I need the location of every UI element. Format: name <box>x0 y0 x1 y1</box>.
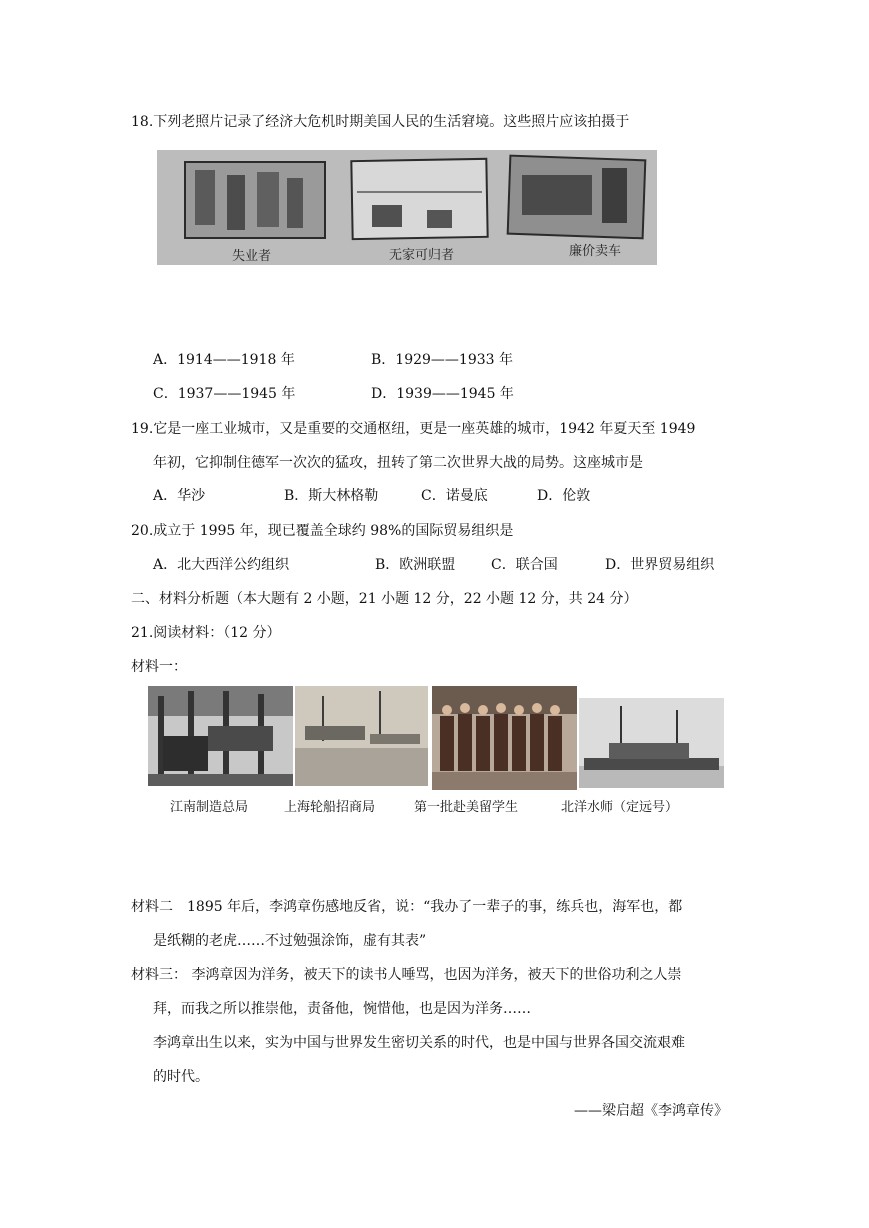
material1-label: 材料一： <box>131 659 187 675</box>
q19-stem-line2: 年初，它抑制住德军一次次的猛攻，扭转了第二次世界大战的局势。这座城市是 <box>153 455 643 471</box>
q18-option-d: D．1939——1945 年 <box>371 386 514 402</box>
q18-option-b: B．1929——1933 年 <box>371 352 513 368</box>
material3-source: ——梁启超《李鸿章传》 <box>574 1103 728 1119</box>
caption-first-students: 第一批赴美留学生 <box>414 800 519 815</box>
q18-option-c: C．1937——1945 年 <box>153 386 296 402</box>
material2-line2: 是纸糊的老虎……不过勉强涂饰，虚有其表” <box>153 933 427 949</box>
q19-option-a: A．华沙 <box>153 488 206 504</box>
photo-shanghai-shipping <box>295 686 428 786</box>
caption-beiyang-fleet: 北洋水师（定远号） <box>561 800 679 815</box>
q18-caption-cheap-car: 廉价卖车 <box>569 244 622 259</box>
section2-heading: 二、材料分析题（本大题有 2 小题，21 小题 12 分，22 小题 12 分，共 24 分） <box>131 591 638 607</box>
q19-option-b: B．斯大林格勒 <box>284 488 379 504</box>
q19-option-c: C．诺曼底 <box>421 488 488 504</box>
q19-stem-line1: 19.它是一座工业城市，又是重要的交通枢纽，更是一座英雄的城市，1942 年夏天至 1949 <box>131 421 696 437</box>
material3-line4: 的时代。 <box>153 1069 209 1085</box>
q20-option-b: B．欧洲联盟 <box>375 557 456 573</box>
material3-line3: 李鸿章出生以来，实为中国与世界发生密切关系的时代，也是中国与世界各国交流艰难 <box>153 1035 685 1051</box>
q21-title: 21.阅读材料：（12 分） <box>131 625 281 641</box>
photo-first-students <box>432 686 577 790</box>
photo-jiangnan-arsenal <box>148 686 293 786</box>
material3-line2: 拜，而我之所以推崇他，责备他，惋惜他，也是因为洋务…… <box>153 1001 531 1017</box>
q18-caption-homeless: 无家可归者 <box>389 248 455 263</box>
material2-line1: 材料二 1895 年后，李鸿章伤感地反省，说：“我办了一辈子的事，练兵也，海军也，都 <box>131 899 683 915</box>
q18-caption-unemployed: 失业者 <box>232 249 272 264</box>
caption-jiangnan-arsenal: 江南制造总局 <box>170 800 249 815</box>
q18-stem: 18.下列老照片记录了经济大危机时期美国人民的生活窘境。这些照片应该拍摄于 <box>131 114 630 130</box>
q20-option-d: D．世界贸易组织 <box>605 557 715 573</box>
q20-option-c: C．联合国 <box>491 557 558 573</box>
q19-option-d: D．伦敦 <box>537 488 591 504</box>
q20-option-a: A．北大西洋公约组织 <box>153 557 290 573</box>
photo-beiyang-fleet <box>579 698 724 788</box>
q18-option-a: A．1914——1918 年 <box>153 352 295 368</box>
material3-line1: 材料三： 李鸿章因为洋务，被天下的读书人唾骂，也因为洋务，被天下的世俗功利之人崇 <box>131 967 682 983</box>
caption-shanghai-shipping: 上海轮船招商局 <box>284 800 376 815</box>
q18-photo-strip <box>157 150 657 265</box>
q20-stem: 20.成立于 1995 年，现已覆盖全球约 98%的国际贸易组织是 <box>131 523 514 539</box>
